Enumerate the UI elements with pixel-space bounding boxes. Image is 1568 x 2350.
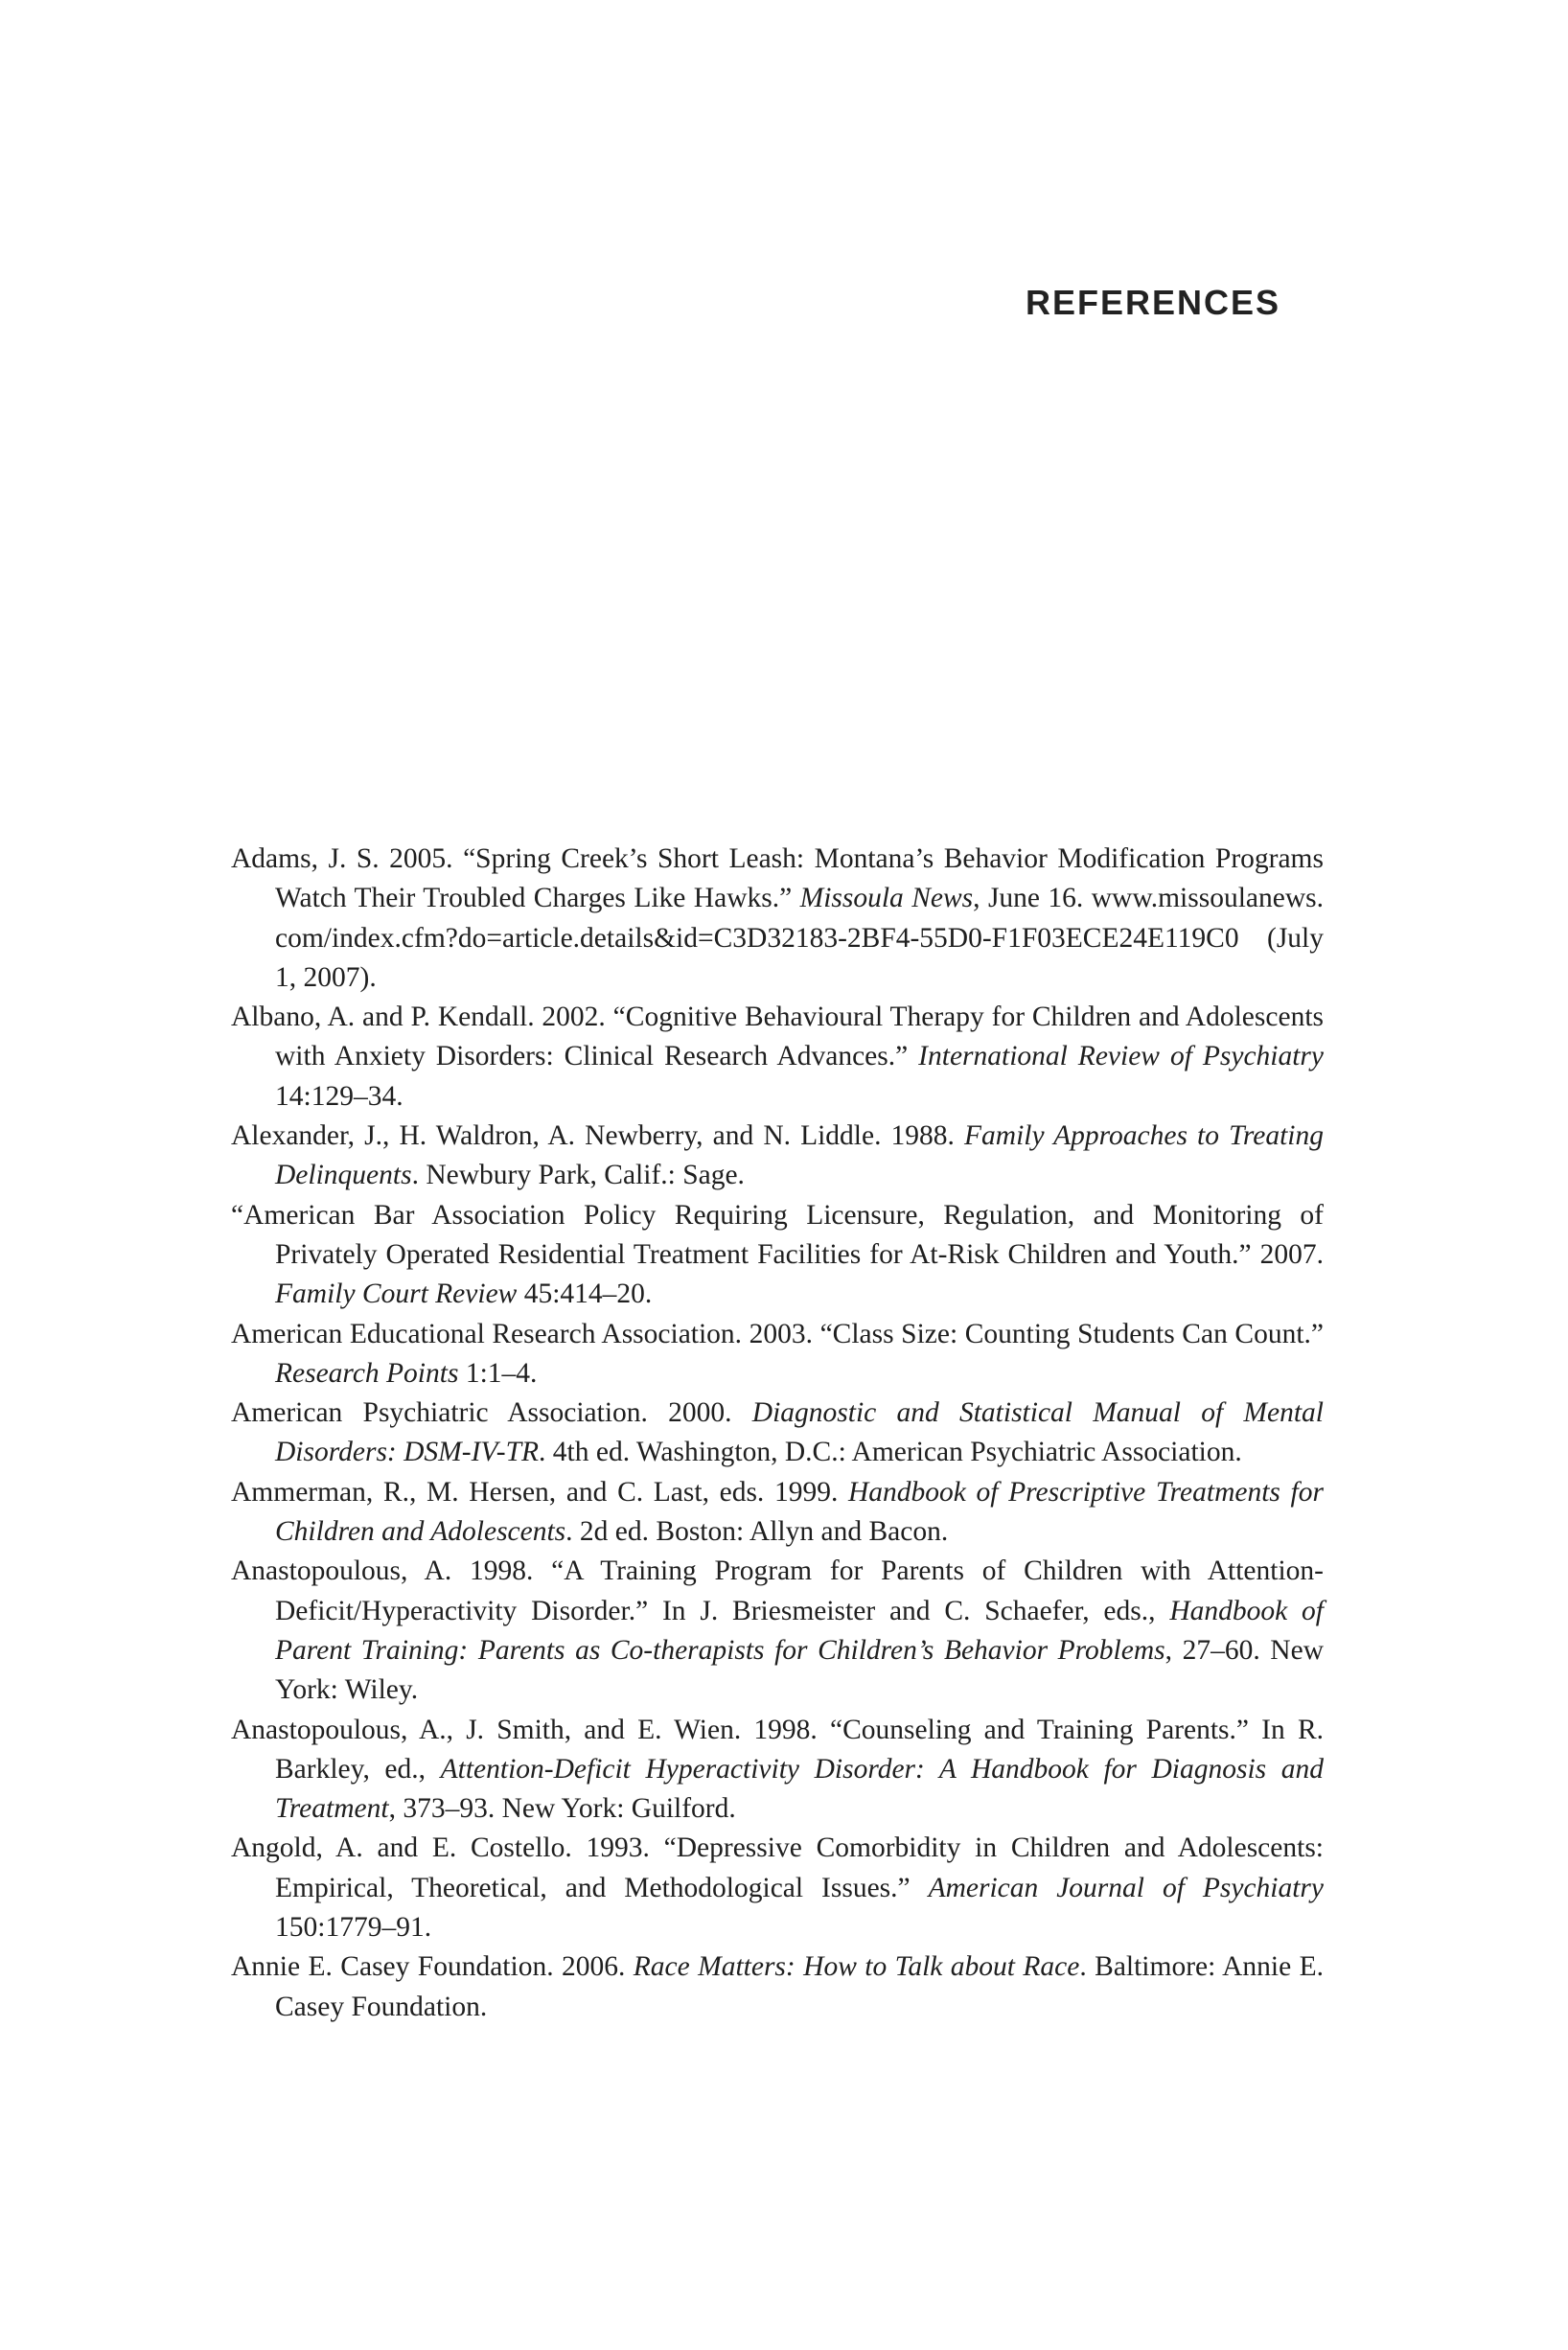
reference-entry (231, 1196, 1324, 1315)
reference-text: Alexander, J., H. Waldron, A. Newberry, and N. Liddle. 1988. (231, 1120, 965, 1152)
reference-text: Anastopoulous, A. 1998. “A Training Program for Parents of Children with Attention-Deficit/Hyperactivity Disorder.” In J. Briesmeister and C. Schaefer, eds., (231, 1555, 1324, 1626)
reference-entry (231, 1947, 1324, 2027)
reference-source-title: Race Matters: How to Talk about Race (633, 1951, 1080, 1983)
reference-source-title: Handbook of Prescriptive Treatments for Children and Adolescents (275, 1476, 1324, 1548)
reference-text: Anastopoulous, A., J. Smith, and E. Wien. 1998. “Counseling and Training Parents.” In R. Barkley, ed., (231, 1714, 1324, 1785)
reference-text: . Newbury Park, Calif.: Sage. (411, 1160, 745, 1191)
reference-source-title: Handbook of Parent Training: Parents as Co-therapists for Children’s Behavior Problems (275, 1595, 1324, 1666)
reference-text: (July 1, 2007). (275, 922, 1324, 993)
reference-entry (231, 1394, 1324, 1473)
reference-url: www.missoulanews.com/index.cfm?do=article.details&id=C3D32183-2BF4-55D0-F1F03ECE24E119C0 (275, 883, 1325, 954)
reference-text: . Baltimore: Annie E. Casey Foundation. (275, 1951, 1324, 2022)
reference-source-title: Missoula News (799, 883, 974, 914)
reference-source-title: Attention-Deficit Hyperactivity Disorder: A Handbook for Diagnosis and Treatment (275, 1753, 1324, 1825)
reference-entry (231, 1711, 1324, 1830)
reference-entry (231, 1473, 1324, 1553)
reference-text: Ammerman, R., M. Hersen, and C. Last, eds. 1999. (231, 1476, 848, 1508)
reference-text: “American Bar Association Policy Requiring Licensure, Regulation, and Monitoring of Privately Operated Residential Treatment Facilities for At-Risk Children and Youth.” 2007. (231, 1199, 1324, 1270)
reference-text: Adams, J. S. 2005. “Spring Creek’s Short Leash: Montana’s Behavior Modification Programs Watch Their Troubled Charges Like Hawks.” (231, 843, 1324, 914)
reference-text: 45:414–20. (517, 1279, 653, 1310)
reference-source-title: Family Court Review (275, 1279, 518, 1310)
reference-source-title: Family Approaches to Treating Delinquents (275, 1120, 1324, 1191)
reference-text: 14:129–34. (275, 1080, 404, 1112)
reference-entry (231, 1117, 1324, 1196)
reference-entry (231, 840, 1324, 998)
reference-source-title: International Review of Psychiatry (918, 1041, 1325, 1072)
reference-entry (231, 1829, 1324, 1947)
reference-text: , 373–93. New York: Guilford. (388, 1793, 736, 1825)
reference-source-title: Research Points (275, 1357, 459, 1389)
reference-text: , 27–60. New York: Wiley. (275, 1634, 1324, 1706)
reference-entry (231, 1552, 1324, 1710)
reference-text: 150:1779–91. (275, 1912, 432, 1944)
reference-source-title: Diagnostic and Statistical Manual of Mental Disorders: DSM-IV-TR (275, 1397, 1324, 1468)
reference-text: , June 16. (973, 883, 1092, 914)
reference-text: American Psychiatric Association. 2000. (231, 1397, 752, 1429)
reference-text: Angold, A. and E. Costello. 1993. “Depressive Comorbidity in Children and Adolescents: Empirical, Theoretical, and Methodological Issues.” (231, 1832, 1324, 1903)
reference-text: American Educational Research Association. 2003. “Class Size: Counting Students Can Count.” (231, 1318, 1324, 1349)
reference-entry (231, 998, 1324, 1117)
reference-source-title: American Journal of Psychiatry (928, 1872, 1324, 1903)
reference-text: Albano, A. and P. Kendall. 2002. “Cognitive Behavioural Therapy for Children and Adolescents with Anxiety Disorders: Clinical Research Advances.” (231, 1002, 1324, 1072)
reference-text: . 4th ed. Washington, D.C.: American Psychiatric Association. (539, 1437, 1242, 1468)
reference-text: . 2d ed. Boston: Allyn and Bacon. (565, 1516, 949, 1548)
reference-text: 1:1–4. (458, 1357, 538, 1389)
reference-list (231, 840, 1324, 2027)
page-title: REFERENCES (1025, 283, 1280, 322)
reference-entry (231, 1315, 1324, 1394)
reference-text: Annie E. Casey Foundation. 2006. (231, 1951, 634, 1983)
